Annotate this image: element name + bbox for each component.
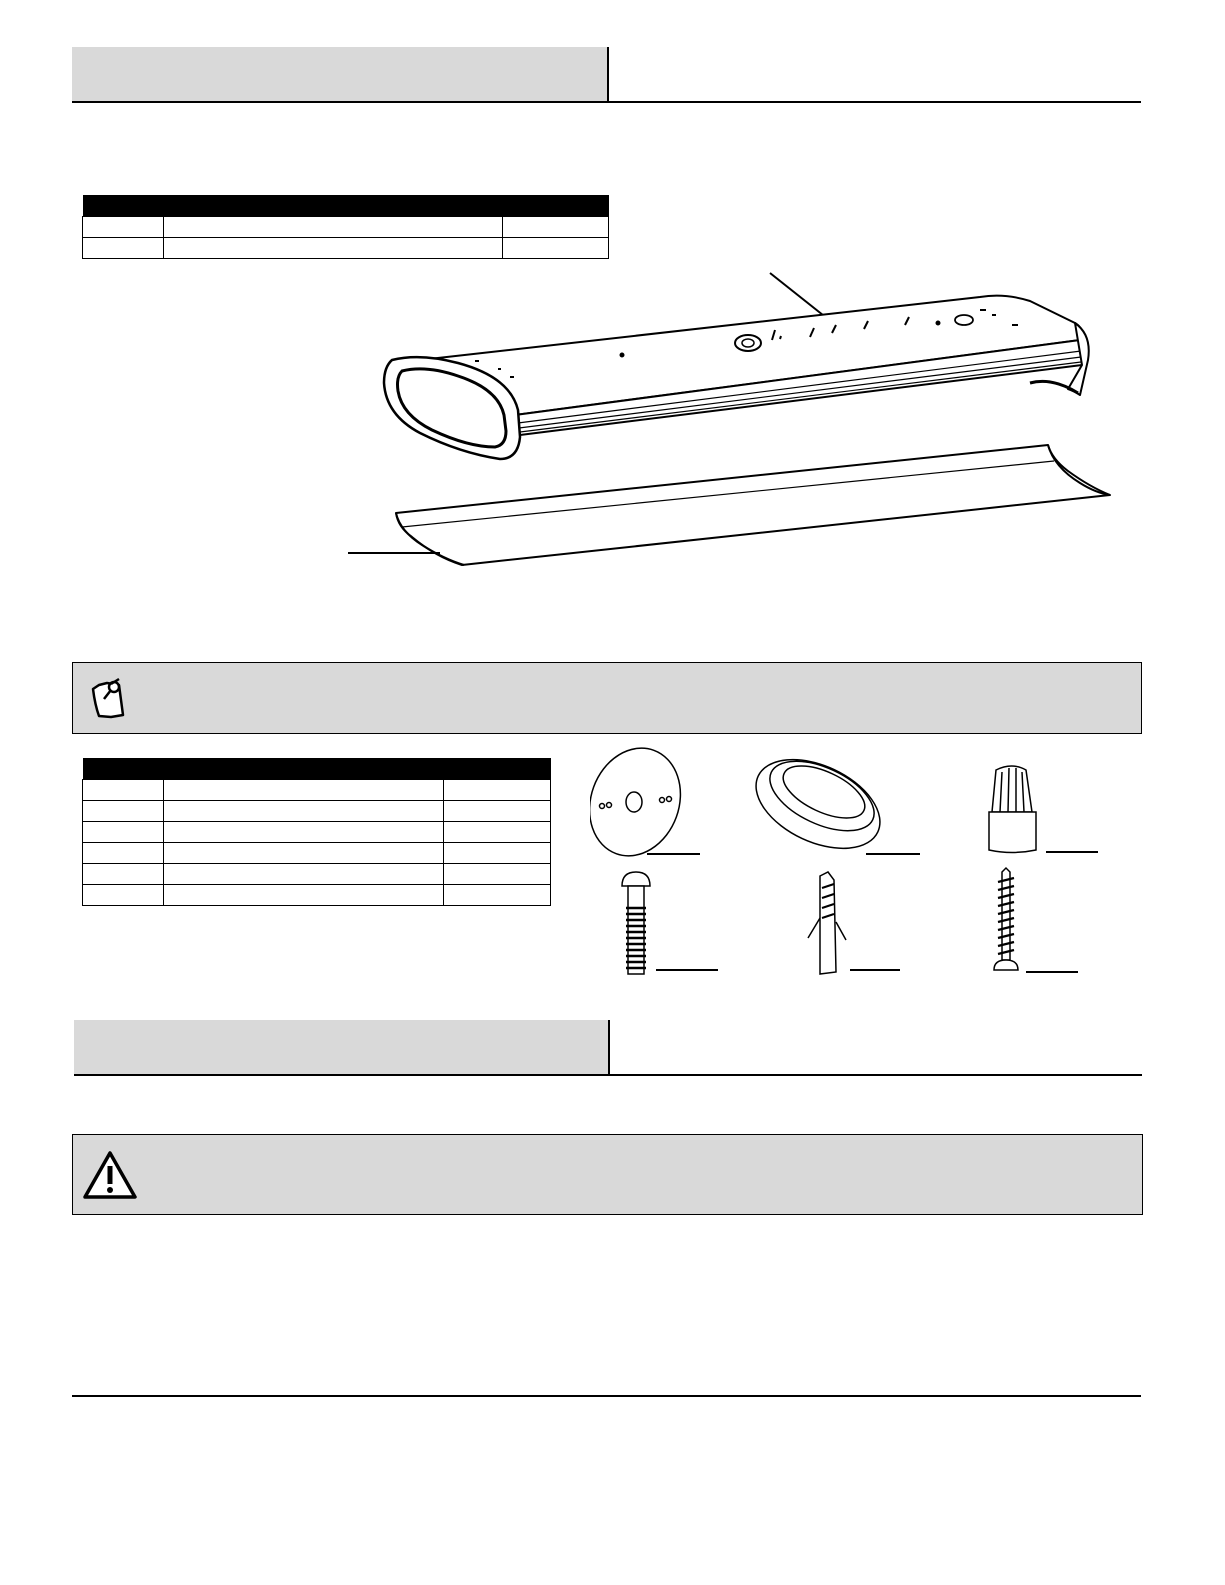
cell-quantity [444,885,551,906]
parts-table [82,195,609,259]
mounting-plate-illustration [590,742,710,862]
table-row [83,801,551,822]
cell-description [164,217,503,238]
cell-part [83,843,164,864]
table-row [83,864,551,885]
table-row [83,238,609,259]
cell-description [164,864,444,885]
cell-part [83,217,164,238]
wall-anchor-illustration [796,868,906,980]
cell-description [164,238,503,259]
cell-quantity [444,864,551,885]
rubber-grommet-illustration [748,752,923,862]
cell-part [83,780,164,801]
cell-quantity [444,822,551,843]
header-rule [72,101,1141,103]
table-row [83,885,551,906]
cell-description [164,822,444,843]
col-description [164,758,444,780]
hardware-table-header [83,758,551,780]
diffuser-lens [396,445,1110,565]
cell-quantity [444,843,551,864]
section-header-safety [74,1020,609,1075]
wire-connector-illustration [986,760,1102,860]
header-divider [607,47,609,103]
warning-triangle-icon [81,1149,139,1201]
footer-rule [72,1395,1141,1397]
cell-part [83,864,164,885]
header-rule [74,1074,1142,1076]
hardware-table [82,758,551,906]
cell-description [164,885,444,906]
cell-description [164,843,444,864]
table-row [83,843,551,864]
col-quantity [503,195,609,217]
table-row [83,217,609,238]
section-header-package-contents [72,47,608,102]
col-part [83,195,164,217]
cell-part [83,885,164,906]
cell-quantity [503,217,609,238]
machine-screw-illustration [614,868,724,980]
note-pin-icon [89,675,129,719]
cell-description [164,801,444,822]
header-divider [608,1020,610,1076]
wood-screw-illustration [986,866,1086,980]
cell-part [83,822,164,843]
col-description [164,195,503,217]
table-row [83,780,551,801]
cell-part [83,801,164,822]
cell-quantity [503,238,609,259]
cell-quantity [444,780,551,801]
cell-quantity [444,801,551,822]
fixture-illustration [340,265,1120,595]
col-part [83,758,164,780]
cell-part [83,238,164,259]
note-box [72,662,1142,734]
table-row [83,822,551,843]
parts-table-header [83,195,609,217]
col-quantity [444,758,551,780]
cell-description [164,780,444,801]
warning-box [72,1134,1143,1215]
